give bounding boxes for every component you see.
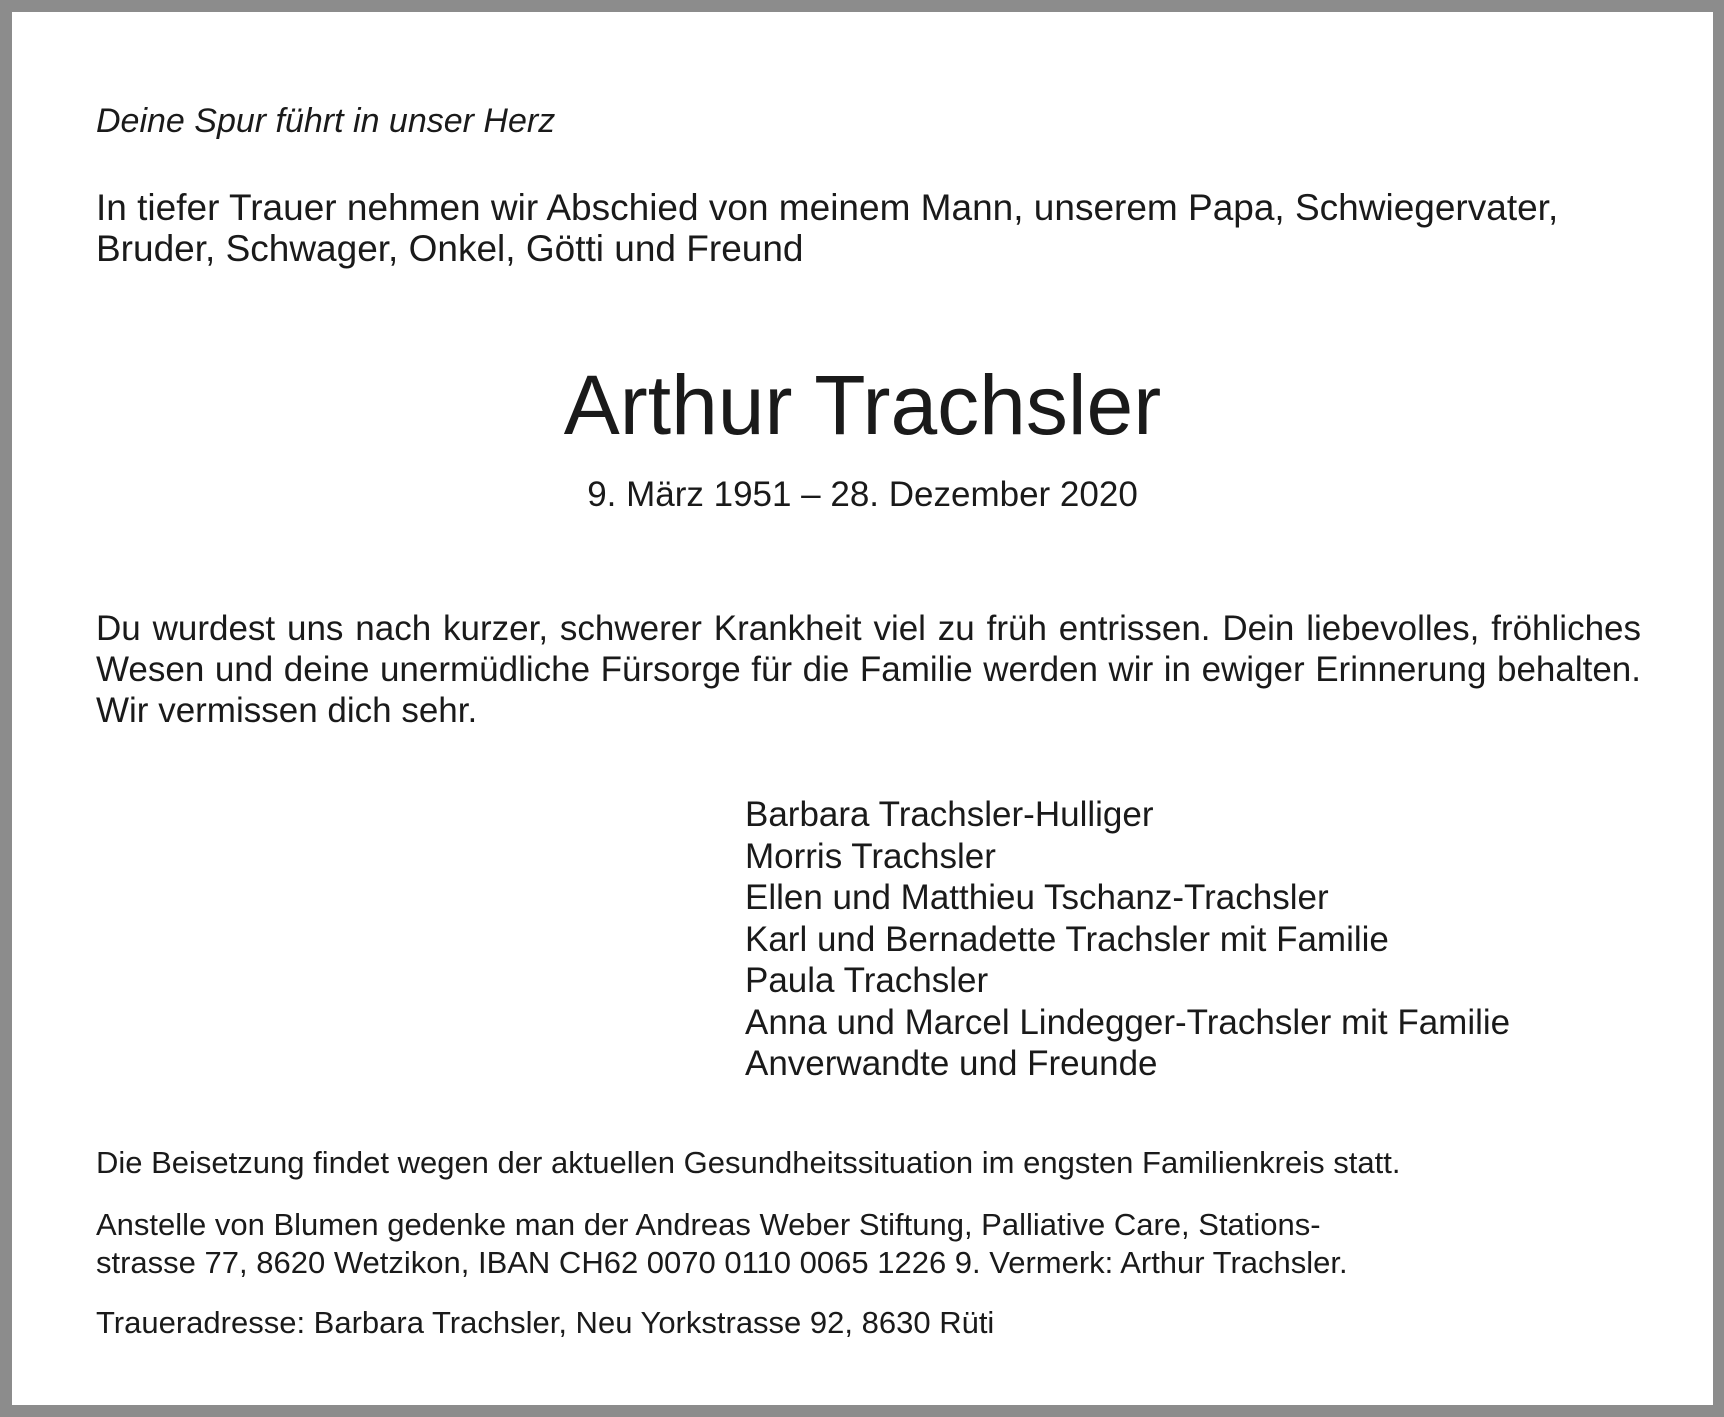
mourner: Ellen und Matthieu Tschanz-Trachsler bbox=[745, 878, 1329, 917]
obituary-card bbox=[12, 12, 1713, 1405]
donation-line-1: Anstelle von Blumen gedenke man der Andreas Weber Stiftung, Palliative Care, Stations- bbox=[96, 1207, 1321, 1242]
deceased-name: Arthur Trachsler bbox=[563, 358, 1162, 452]
donation-line-2: strasse 77, 8620 Wetzikon, IBAN CH62 0070 0110 0065 1226 9. Vermerk: Arthur Trachsler. bbox=[96, 1245, 1348, 1280]
intro-text bbox=[96, 187, 1656, 269]
mourner: Anna und Marcel Lindegger-Trachsler mit Familie bbox=[745, 1002, 1511, 1042]
life-dates: 9. März 1951 – 28. Dezember 2020 bbox=[587, 475, 1138, 514]
mourners-list bbox=[745, 794, 1510, 1085]
intro-line-1: In tiefer Trauer nehmen wir Abschied von meinem Mann, unserem Papa, Schwiegervater, bbox=[96, 187, 1559, 228]
mourner: Paula Trachsler bbox=[745, 961, 989, 1000]
mourning-address: Traueradresse: Barbara Trachsler, Neu Yorkstrasse 92, 8630 Rüti bbox=[96, 1305, 995, 1340]
burial-note: Die Beisetzung findet wegen der aktuellen Gesundheitssituation im engsten Familienkreis statt. bbox=[96, 1145, 1401, 1180]
mourner: Morris Trachsler bbox=[745, 836, 996, 876]
motto: Deine Spur führt in unser Herz bbox=[96, 102, 556, 140]
mourner: Karl und Bernadette Trachsler mit Familie bbox=[745, 919, 1389, 959]
message-text: Du wurdest uns nach kurzer, schwerer Krankheit viel zu früh entrissen. Dein liebevolles, fröhliches Wesen und deine unermüdliche Fürsorge für die Familie werden wir in ewiger Erinnerung behalten. Wir vermissen dich sehr. bbox=[96, 609, 1641, 730]
intro-line-2: Bruder, Schwager, Onkel, Götti und Freund bbox=[96, 228, 804, 269]
mourner: Anverwandte und Freunde bbox=[745, 1044, 1158, 1083]
donation-note bbox=[96, 1206, 1348, 1282]
mourner: Barbara Trachsler-Hulliger bbox=[745, 795, 1154, 834]
